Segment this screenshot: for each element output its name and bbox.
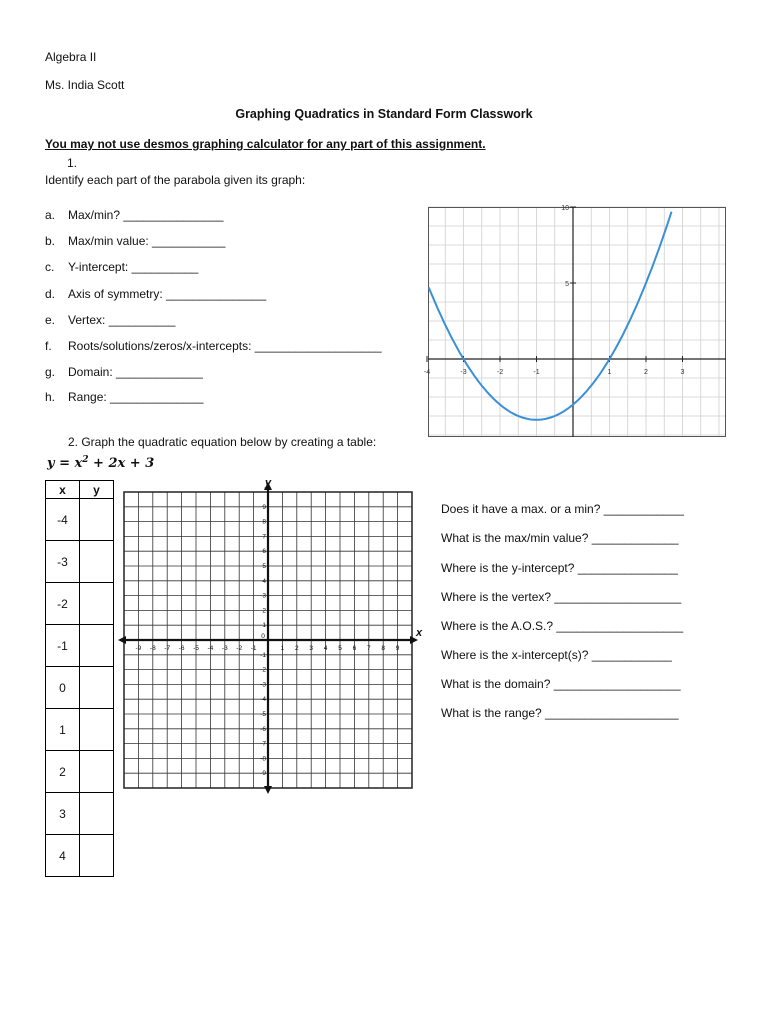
q1-item-h: h. Range: ______________ [45,390,204,404]
blank-y-tick-label: -6 [260,725,266,733]
parabola-y-tick-label: 5 [565,281,569,288]
table-row [46,709,114,751]
blank-y-tick-label: -5 [260,711,266,718]
blank-y-tick-label: 7 [262,533,266,541]
blank-y-tick-label: 4 [262,577,266,585]
table-row [46,583,114,625]
y-axis-label: y [265,477,272,489]
table-x-cell: 0 [46,667,80,709]
q1-item-a: a. Max/min? _______________ [45,208,224,222]
blank-x-tick-label: -4 [207,645,214,652]
blank-y-tick-label: 2 [262,607,266,615]
blank-y-tick-label: 3 [262,592,266,600]
table-row [46,499,114,541]
page-title: Graphing Quadratics in Standard Form Classwork [235,107,533,121]
q1-item-d: d. Axis of symmetry: _______________ [45,287,267,301]
q2-question-y-intercept: Where is the y-intercept? _______________ [441,561,678,575]
blank-origin-label: 0 [261,633,265,640]
blank-x-tick-label: -3 [221,645,228,652]
parabola-x-tick-label: 3 [680,369,685,376]
table-header-x: x [46,481,80,499]
blank-y-tick-label: 8 [262,518,266,526]
blank-x-tick-label: 3 [309,645,314,652]
parabola-x-tick-label: 1 [607,369,612,376]
parabola-x-tick-label: 2 [644,369,648,376]
table-x-cell: 2 [46,751,80,793]
teacher-name: Ms. India Scott [45,78,125,92]
table-x-cell: 1 [46,709,80,751]
table-y-cell[interactable] [80,751,114,793]
table-x-cell: 4 [46,835,80,877]
parabola-x-tick-label: -4 [423,369,431,376]
q2-question-aos: Where is the A.O.S.? ___________________ [441,619,684,633]
parabola-y-tick-label: 10 [561,205,569,212]
parabola-y-ticks [561,205,576,288]
values-table [45,480,114,877]
blank-y-tick-label: 9 [262,503,266,511]
blank-y-tick-label: -7 [260,740,266,748]
blank-x-tick-label: 4 [323,645,328,652]
blank-y-tick-label: -3 [260,681,266,689]
question-1-number: 1. [67,156,78,170]
blank-y-tick-label: -4 [260,696,266,704]
blank-x-tick-label: 7 [366,645,371,652]
course-name: Algebra II [45,50,97,64]
parabola-x-tick-label: -3 [460,369,467,376]
parabola-grid [428,207,726,437]
blank-x-tick-label: 5 [338,645,342,652]
q2-question-max-min-value: What is the max/min value? _____________ [441,531,679,545]
table-row [46,793,114,835]
table-row [46,541,114,583]
blank-x-tick-label: 9 [395,645,400,652]
table-x-cell: -1 [46,625,80,667]
table-y-cell[interactable] [80,709,114,751]
q1-item-g: g. Domain: _____________ [45,365,203,379]
blank-y-tick-label: -8 [260,755,266,763]
blank-x-tick-label: -2 [236,645,243,652]
x-axis-label: x [416,627,423,639]
q1-item-b: b. Max/min value: ___________ [45,234,226,248]
table-header-y: y [80,481,114,499]
parabola-x-tick-label: -1 [533,369,540,376]
table-y-cell[interactable] [80,541,114,583]
table-row [46,835,114,877]
blank-y-tick-label: -2 [260,666,266,674]
q2-question-vertex: Where is the vertex? ___________________ [441,590,682,604]
question-2-prompt: 2. Graph the quadratic equation below by creating a table: [68,435,377,449]
table-y-cell[interactable] [80,667,114,709]
blank-y-tick-label: -9 [260,770,266,778]
blank-x-tick-label: -5 [193,645,199,652]
parabola-curve [429,212,672,420]
parabola-graph [423,205,726,437]
q2-question-domain: What is the domain? ___________________ [441,677,681,691]
blank-y-tick-label: 1 [262,622,266,630]
blank-x-tick-label: -1 [250,645,257,652]
desmos-warning: You may not use desmos graphing calculator for any part of this assignment. [45,137,486,151]
table-y-cell[interactable] [80,583,114,625]
q2-question-x-intercepts: Where is the x-intercept(s)? ____________ [441,648,672,662]
table-row [46,625,114,667]
table-y-cell[interactable] [80,625,114,667]
blank-x-tick-label: 8 [381,645,386,652]
table-y-cell[interactable] [80,835,114,877]
table-x-cell: 3 [46,793,80,835]
table-header-row [46,481,114,499]
q2-question-range: What is the range? ____________________ [441,706,679,720]
blank-y-tick-label: 6 [262,548,266,556]
blank-y-tick-label: 5 [262,563,266,570]
quadratic-equation: $y = x^2 + 2x + 3$ [47,455,155,471]
question-1-prompt: Identify each part of the parabola given its graph: [45,173,306,187]
table-x-cell: -3 [46,541,80,583]
table-y-cell[interactable] [80,793,114,835]
parabola-x-tick-label: -2 [496,369,504,376]
blank-y-tick-label: -1 [260,651,266,659]
table-x-cell: -2 [46,583,80,625]
blank-x-tick-label: 6 [352,645,357,652]
blank-coordinate-grid[interactable] [118,475,428,795]
q1-item-e: e. Vertex: __________ [45,313,176,327]
q2-question-max-min: Does it have a max. or a min? ____________ [441,502,684,516]
q1-item-f: f. Roots/solutions/zeros/x-intercepts: ___________________ [45,339,382,353]
table-row [46,667,114,709]
table-x-cell: -4 [46,499,80,541]
blank-x-tick-label: -7 [164,645,171,652]
blank-x-tick-label: -6 [178,645,185,652]
table-y-cell[interactable] [80,499,114,541]
q1-item-c: c. Y-intercept: __________ [45,260,199,274]
blank-x-tick-label: 1 [280,645,285,652]
blank-x-tick-label: -8 [149,645,156,652]
blank-x-tick-label: -9 [135,645,142,652]
blank-x-tick-label: 2 [294,645,299,652]
table-row [46,751,114,793]
